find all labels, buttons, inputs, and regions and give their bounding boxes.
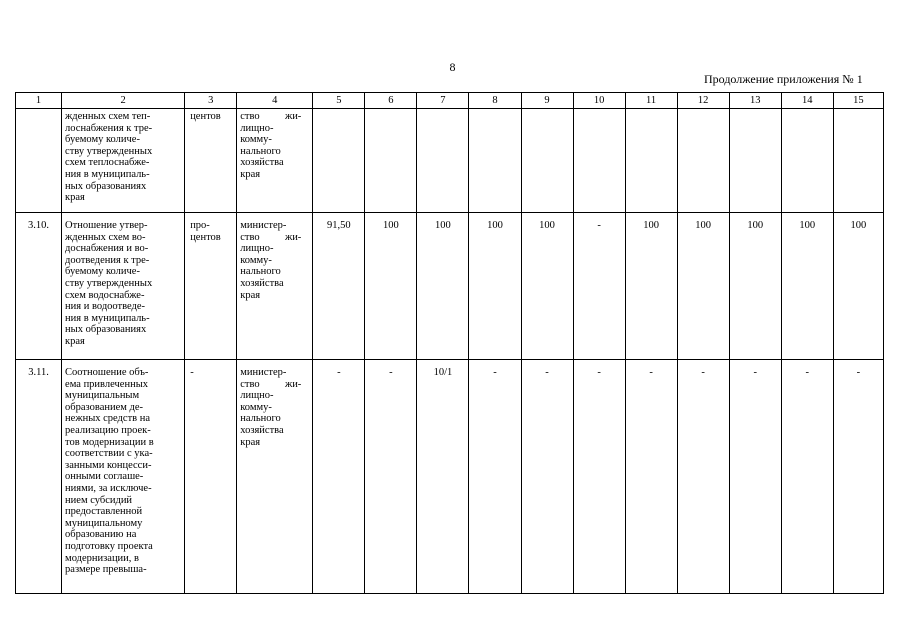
value-cell: -: [781, 360, 833, 594]
table-row: [16, 109, 884, 213]
value-cell: -: [521, 360, 573, 594]
unit-cell: про- центов: [185, 213, 237, 360]
value-cell: 100: [781, 213, 833, 360]
page-number: 8: [449, 60, 456, 74]
column-number: 13: [729, 93, 781, 109]
responsible-cell: министер- ство жи- лищно- комму- нального хозяйства края: [237, 360, 313, 594]
row-number: [16, 109, 62, 213]
table-row: [16, 360, 884, 594]
value-cell: -: [365, 360, 417, 594]
value-cell: 100: [469, 213, 521, 360]
column-number: 12: [677, 93, 729, 109]
column-number: 1: [16, 93, 62, 109]
value-cell: 100: [625, 213, 677, 360]
responsible-cell: министер- ство жи- лищно- комму- нального хозяйства края: [237, 213, 313, 360]
value-cell: [417, 109, 469, 213]
value-cell: 100: [365, 213, 417, 360]
value-cell: -: [677, 360, 729, 594]
value-cell: 100: [833, 213, 883, 360]
value-cell: [573, 109, 625, 213]
column-number: 15: [833, 93, 883, 109]
value-cell: 10/1: [417, 360, 469, 594]
value-cell: -: [469, 360, 521, 594]
indicators-table: [15, 92, 884, 594]
value-cell: [833, 109, 883, 213]
unit-cell: -: [185, 360, 237, 594]
indicator-name: Отношение утвер- жденных схем во- доснабжения и во- доотведения к тре- буемому количе- ству утвержденных схем водоснабже- ния и водоотведе- ния в муниципаль- ных образованиях края: [62, 213, 185, 360]
column-number: 4: [237, 93, 313, 109]
column-number: 11: [625, 93, 677, 109]
row-number: 3.11.: [16, 360, 62, 594]
column-number: 10: [573, 93, 625, 109]
value-cell: 91,50: [313, 213, 365, 360]
column-number: 2: [62, 93, 185, 109]
value-cell: [365, 109, 417, 213]
column-number: 8: [469, 93, 521, 109]
value-cell: [313, 109, 365, 213]
indicator-name: жденных схем теп- лоснабжения к тре- буемому количе- ству утвержденных схем теплоснабже- ния в муниципаль- ных образованиях края: [62, 109, 185, 213]
value-cell: -: [313, 360, 365, 594]
column-number: 9: [521, 93, 573, 109]
value-cell: -: [573, 213, 625, 360]
column-number: 7: [417, 93, 469, 109]
column-number: 6: [365, 93, 417, 109]
value-cell: 100: [729, 213, 781, 360]
value-cell: -: [573, 360, 625, 594]
value-cell: -: [833, 360, 883, 594]
appendix-continuation-label: Продолжение приложения № 1: [704, 72, 863, 86]
row-number: 3.10.: [16, 213, 62, 360]
value-cell: [625, 109, 677, 213]
column-number: 3: [185, 93, 237, 109]
unit-cell: центов: [185, 109, 237, 213]
value-cell: [729, 109, 781, 213]
column-number: 5: [313, 93, 365, 109]
value-cell: [677, 109, 729, 213]
value-cell: -: [729, 360, 781, 594]
value-cell: 100: [417, 213, 469, 360]
table-row: [16, 213, 884, 360]
column-number: 14: [781, 93, 833, 109]
value-cell: [521, 109, 573, 213]
value-cell: [781, 109, 833, 213]
value-cell: 100: [521, 213, 573, 360]
indicator-name: Соотношение объ- ема привлеченных муниципальным образованием де- нежных средств на реализацию проек- тов модернизации в соответствии с ука- занными концесси- онными соглаше- ниями, за исключе- нием субсидий предоставленной муниципальному образованию на подготовку проекта модернизации, в размере превыша-: [62, 360, 185, 594]
value-cell: -: [625, 360, 677, 594]
value-cell: [469, 109, 521, 213]
responsible-cell: ство жи- лищно- комму- нального хозяйства края: [237, 109, 313, 213]
column-number-row: [16, 93, 884, 109]
value-cell: 100: [677, 213, 729, 360]
